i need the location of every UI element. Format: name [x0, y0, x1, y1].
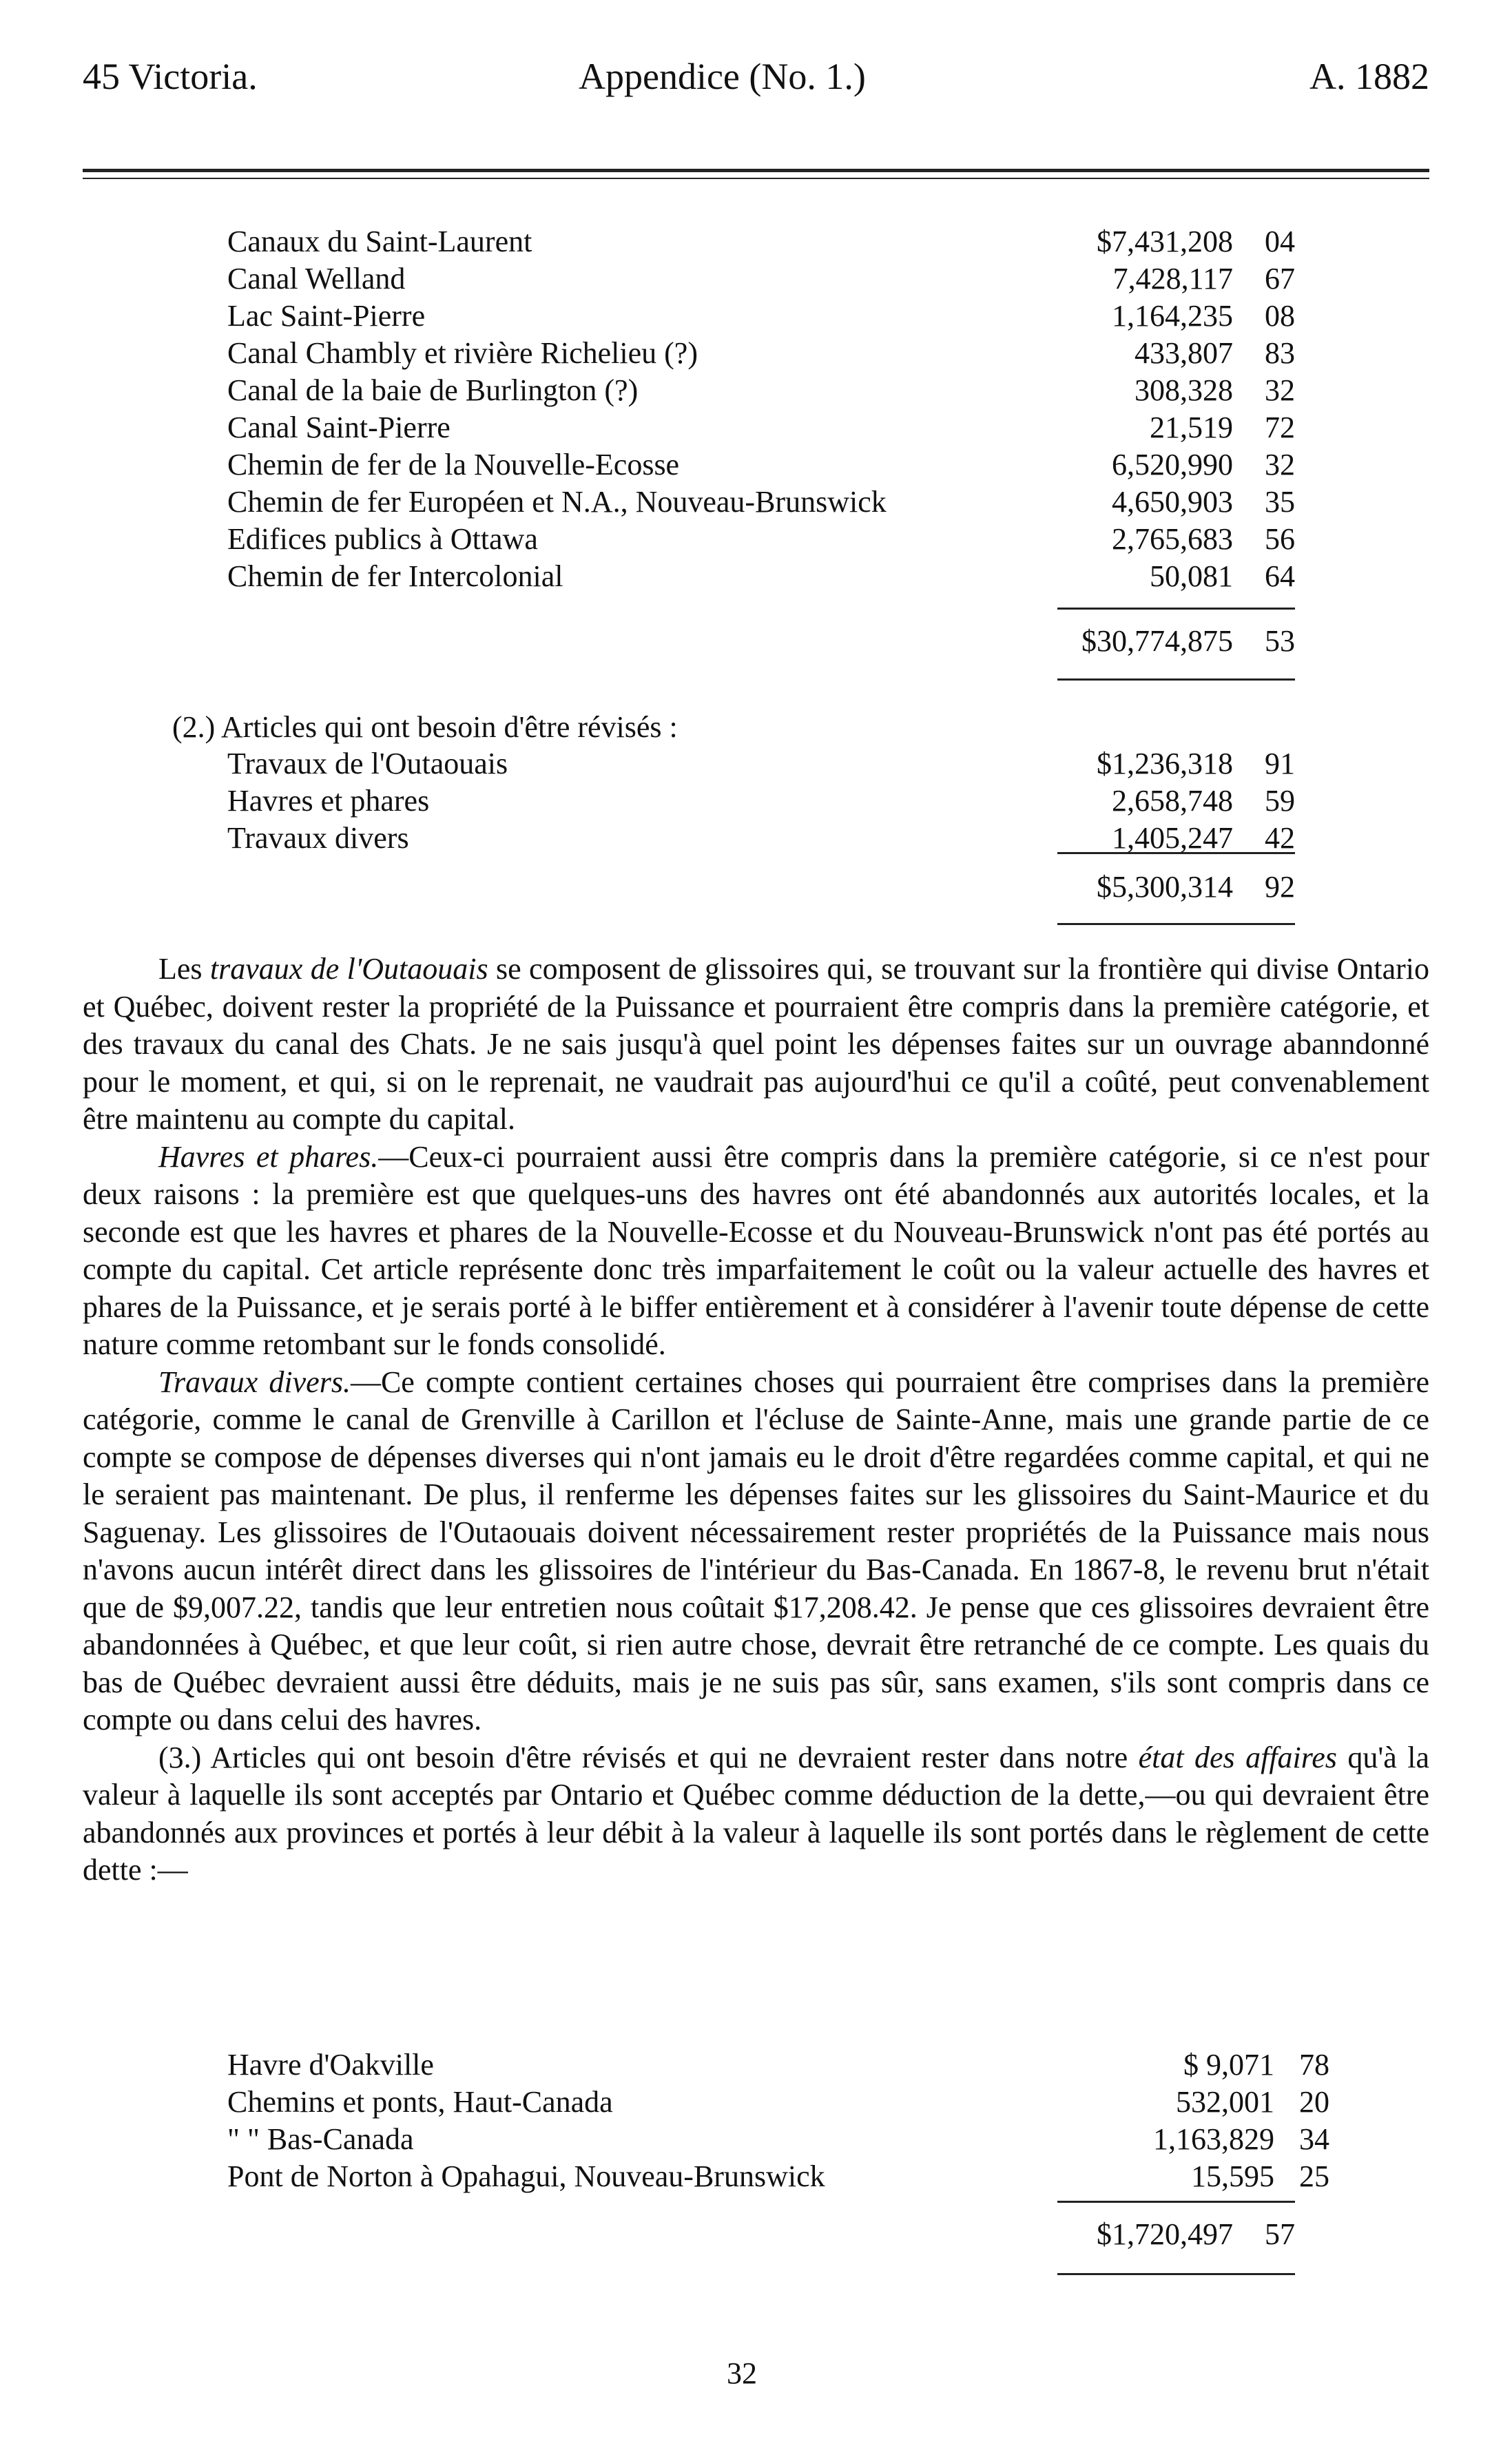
row-label: Chemins et ponts, Haut-Canada . . .: [227, 2084, 1088, 2119]
row-amount: 2,658,748: [1112, 784, 1233, 818]
row-label: Chemin de fer de la Nouvelle-Ecosse . . .: [227, 447, 1047, 482]
section2-total-rule-bottom: [1057, 923, 1295, 925]
row-cents: 34: [1299, 2122, 1329, 2156]
table1-total-cents: 53: [1265, 624, 1295, 658]
table-row: [227, 298, 1295, 335]
row-amount: 2,765,683: [1112, 522, 1233, 556]
row-cents: 04: [1265, 225, 1295, 258]
table-row: [227, 447, 1295, 484]
row-label: Edifices publics à Ottawa . . .: [227, 521, 1047, 557]
row-label: Lac Saint-Pierre . . .: [227, 298, 1047, 333]
table-row: [227, 2047, 1329, 2084]
row-label: Travaux divers . . .: [227, 820, 1047, 855]
table-row: [227, 746, 1295, 783]
table-row: [227, 373, 1295, 410]
row-amount: 7,428,117: [1112, 262, 1233, 295]
page-header: [83, 55, 1429, 110]
table-row: [227, 484, 1295, 521]
total-rule-bottom: [1057, 678, 1295, 681]
row-cents: 72: [1265, 411, 1295, 444]
table-row: [227, 410, 1295, 447]
row-amount: $7,431,208: [1097, 225, 1233, 258]
section2-total-amount: $5,300,314: [1097, 870, 1233, 904]
table-row: [227, 335, 1295, 373]
table3-total-rule-top: [1057, 2201, 1295, 2203]
row-cents: 42: [1265, 821, 1295, 855]
table-row: [227, 521, 1295, 559]
table3-total-amount: $1,720,497: [1097, 2217, 1233, 2251]
table-row: [227, 2122, 1329, 2159]
row-label: Canal Chambly et rivière Richelieu (?) . . .: [227, 335, 1047, 371]
row-amount: 15,595: [1191, 2159, 1274, 2193]
row-cents: 25: [1299, 2159, 1329, 2193]
page-number: 32: [727, 2356, 757, 2390]
row-amount: 4,650,903: [1112, 485, 1233, 519]
table-row: [227, 559, 1295, 596]
paragraph-havres: Havres et phares.—Ceux-ci pourraient aussi être compris dans la première catégorie, si ce n'est pour deux raisons : la première est que quelques-uns des havres ont été abandonnés aux autorités locales, et la seconde est que les havres et phares de la Nouvelle-Ecosse et du Nouveau-Brunswick n'ont pas été portés au compte du capital. Cet article représente donc très imparfaitement le coût ou la valeur actuelle des havres et phares de la Puissance, et je serais porté à le biffer entièrement et à considérer à l'avenir toute dépense de cette nature comme retombant sur le fonds consolidé.: [83, 1139, 1430, 1361]
paragraph-travaux-divers: Travaux divers.—Ce compte contient certaines choses qui pourraient être comprises dans la première catégorie, comme le canal de Grenville à Carillon et l'écluse de Sainte-Anne, mais une grande partie de ce compte se compose de dépenses diverses qui n'ont jamais eu le droit d'être regardées comme capital, et qui ne le seraient pas maintenant. De plus, il renferme les dépenses faites sur les glissoires du Saint-Maurice et du Saguenay. Les glissoires de l'Outaouais doivent nécessairement rester propriétés de la Puissance mais nous n'avons aucun intérêt direct dans les glissoires de l'intérieur du Bas-Canada. En 1867-8, le revenu brut n'était que de $9,007.22, tandis que leur entretien nous coûtait $17,208.42. Je pense que ces glissoires devraient être abandonnées à Québec, et que leur coût, si rien autre chose, devrait être retranché de ce compte. Les quais du bas de Québec devraient aussi être déduits, mais je ne suis pas sûr, sans examen, s'ils sont compris dans ce compte ou dans celui des havres.: [83, 1365, 1429, 1736]
row-amount: 1,164,235: [1112, 299, 1233, 333]
paragraph-outaouais: Les travaux de l'Outaouais se composent de glissoires qui, se trouvant sur la frontière qui divise Ontario et Québec, doivent rester la propriété de la Puissance et pourraient être compris dans la première catégorie, et des travaux du canal des Chats. Je ne sais jusqu'à quel point les dépenses faites sur un ouvrage abanndonné pour le moment, et qui, si on le reprenait, ne vaudrait pas aujourd'hui ce qu'il a coûté, peut convenablement être maintenu au compte du capital.: [83, 952, 1429, 1136]
header-rule-thick: [83, 169, 1429, 172]
row-cents: 83: [1265, 336, 1295, 370]
header-rule-thin: [83, 178, 1429, 179]
header-session: 45 Victoria.: [83, 56, 258, 97]
row-label: Canal Saint-Pierre . . .: [227, 410, 1047, 445]
table-row: [227, 261, 1295, 298]
deduction-table: [227, 2047, 1329, 2196]
total-rule-top: [1057, 608, 1295, 610]
table3-total-cents: 57: [1265, 2217, 1295, 2251]
row-amount: 433,807: [1135, 336, 1233, 370]
row-cents: 67: [1265, 262, 1295, 295]
table-row: [227, 224, 1295, 261]
row-cents: 32: [1265, 448, 1295, 481]
row-label: Pont de Norton à Opahagui, Nouveau-Brunswick . . .: [227, 2159, 1088, 2194]
table1-total-amount: $30,774,875: [1081, 624, 1233, 658]
table-row: [227, 783, 1295, 820]
table-row: [227, 2159, 1329, 2196]
section2-heading: (2.) Articles qui ont besoin d'être révisés :: [172, 710, 678, 744]
body-text: [83, 951, 1429, 1889]
row-label: " " Bas-Canada . . .: [227, 2122, 1088, 2157]
row-label: Travaux de l'Outaouais . . .: [227, 746, 1047, 781]
row-cents: 64: [1265, 559, 1295, 593]
row-label: Canaux du Saint-Laurent . . .: [227, 224, 1047, 259]
row-cents: 32: [1265, 373, 1295, 407]
row-label: Havres et phares . . .: [227, 783, 1047, 818]
row-cents: 35: [1265, 485, 1295, 519]
row-label: Chemin de fer Européen et N.A., Nouveau-Brunswick . . .: [227, 484, 1047, 519]
row-label: Canal Welland . . .: [227, 261, 1047, 296]
row-cents: 59: [1265, 784, 1295, 818]
header-appendix: Appendice (No. 1.): [579, 56, 866, 97]
row-amount: 1,163,829: [1153, 2122, 1274, 2156]
row-amount: 532,001: [1176, 2085, 1274, 2119]
row-cents: 08: [1265, 299, 1295, 333]
row-amount: 50,081: [1150, 559, 1233, 593]
row-label: Havre d'Oakville . . .: [227, 2047, 1088, 2082]
row-amount: $ 9,071: [1183, 2048, 1274, 2082]
section2-total-cents: 92: [1265, 870, 1295, 904]
revision-table: [227, 746, 1295, 858]
row-amount: 1,405,247: [1112, 821, 1233, 855]
expenditure-table: [227, 224, 1295, 596]
row-amount: 21,519: [1150, 411, 1233, 444]
section2-total-rule-top: [1057, 852, 1295, 854]
row-amount: $1,236,318: [1097, 747, 1233, 780]
row-label: Chemin de fer Intercolonial . . .: [227, 559, 1047, 594]
row-cents: 56: [1265, 522, 1295, 556]
row-amount: 6,520,990: [1112, 448, 1233, 481]
row-cents: 20: [1299, 2085, 1329, 2119]
table-row: [227, 2084, 1329, 2122]
row-cents: 78: [1299, 2048, 1329, 2082]
row-cents: 91: [1265, 747, 1295, 780]
paragraph-section3: (3.) Articles qui ont besoin d'être révisés et qui ne devraient rester dans notre état des affaires qu'à la valeur à laquelle ils sont acceptés par Ontario et Québec comme déduction de la dette,—ou qui devraient être abandonnés aux provinces et portés à leur débit à la valeur à laquelle ils sont portés dans le règlement de cette dette :—: [83, 1740, 1430, 1887]
row-amount: 308,328: [1135, 373, 1233, 407]
row-label: Canal de la baie de Burlington (?) . . .: [227, 373, 1047, 408]
table3-total-rule-bottom: [1057, 2273, 1295, 2275]
header-year: A. 1882: [1309, 56, 1429, 97]
